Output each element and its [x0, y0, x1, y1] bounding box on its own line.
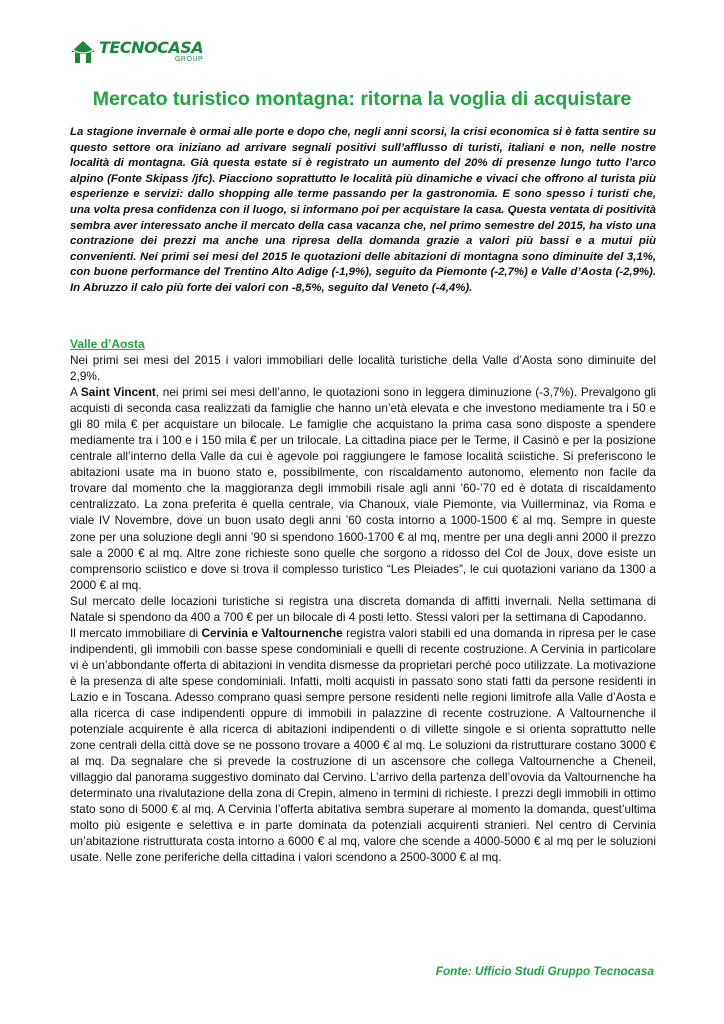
paragraph-4 — [70, 625, 656, 866]
paragraph-2-prefix: A — [70, 385, 81, 400]
logo-name: TECNOCASA — [99, 38, 204, 57]
logo-group: GROUP — [174, 56, 204, 63]
section-body — [70, 352, 656, 866]
page-title: Mercato turistico montagna: ritorna la voglia di acquistare — [92, 88, 632, 110]
section-title: Valle d’Aosta — [70, 337, 145, 351]
logo-wordmark — [99, 40, 203, 64]
paragraph-1: Nei primi sei mesi del 2015 i valori immobiliari delle località turistiche della Valle d’Aosta sono diminuite del 2,9%. — [70, 353, 656, 384]
place-cervinia-valtournenche: Cervinia e Valtournenche — [201, 625, 343, 640]
tecnocasa-logo — [70, 40, 203, 64]
source-footer: Fonte: Ufficio Studi Gruppo Tecnocasa — [435, 964, 654, 978]
paragraph-2 — [70, 384, 656, 593]
lead-paragraph: La stagione invernale è ormai alle porte e dopo che, negli anni scorsi, la crisi economica si è fatta sentire su questo settore ora iniziano ad arrivare segnali positivi sull’afflusso di turisti, italiani e non, nelle nostre località di montagna. Già questa estate si è registrato un aumento del 20% di presenze lungo tutto l’arco alpino (Fonte Skipass /jfc). Piacciono soprattutto le località più dinamiche e vivaci che offrono al turista più esperienze e servizi: dallo shopping alle terme passando per la gastronomia. E sono spesso i turisti che, una volta presa confidenza con il luogo, si informano poi per acquistare la casa. Questa ventata di positività sembra aver interessato anche il mercato della casa vacanza che, nel primo semestre del 2015, ha visto una contrazione dei prezzi ma anche una ripresa della domanda grazie a valori più bassi e a mutui più convenienti. Nei primi sei mesi del 2015 le quotazioni delle abitazioni di montagna sono diminuite del 3,1%, con buone performance del Trentino Alto Adige (-1,9%), seguito da Piemonte (-2,7%) e Valle d’Aosta (-2,9%). In Abruzzo il calo più forte dei valori con -8,5%, seguito dal Veneto (-4,4%). — [70, 126, 656, 294]
paragraph-3: Sul mercato delle locazioni turistiche si registra una discreta domanda di affitti invernali. Nella settimana di Natale si spendono da 400 a 700 € per un bilocale di 4 posti letto. Stessi valori per la settimana di Capodanno. — [70, 593, 656, 624]
house-logo-icon — [70, 40, 96, 64]
paragraph-4-prefix: Il mercato immobiliare di — [70, 625, 202, 640]
paragraph-2-text: , nei primi sei mesi dell’anno, le quotazioni sono in leggera diminuzione (-3,7%). Prevalgono gli acquisti di seconda casa realizzati da famiglie che hanno un’età elevata e che investono mediamente tra i 50 e gli 80 mila € per acquistare un bilocale. Le famiglie che acquistano la prima casa sono disposte a spendere mediamente tra i 100 e i 150 mila € per un trilocale. La cittadina piace per le Terme, il Casinò e per la posizione centrale all’interno della Valle da cui è agevole poi raggiungere le famose località sciistiche. Si preferiscono le abitazioni usate ma in buono stato e, possibilmente, con riscaldamento autonomo, elemento non facile da trovare dal momento che la maggioranza degli immobili risale agli anni ’60-’70 ed è dotata di riscaldamento centralizzato. La zona preferita è quella centrale, via Chanoux, viale Piemonte, via Vuillerminaz, via Roma e viale IV Novembre, dove un buon usato degli anni ’60 costa intorno a 1000-1500 € al mq. Sempre in queste zone per una soluzione degli anni ’90 si spendono 1600-1700 € al mq, mentre per una degli anni 2000 il prezzo sale a 2000 € al mq. Altre zone richieste sono quelle che sorgono a ridosso del Col de Joux, dove esiste un comprensorio sciistico e dove si trova il complesso turistico “Les Pleiades”, le cui quotazioni variano da 1300 a 2000 € al mq. — [70, 385, 656, 592]
place-saint-vincent: Saint Vincent — [80, 385, 156, 400]
paragraph-4-text: registra valori stabili ed una domanda in ripresa per le case indipendenti, gli immobili con basse spese condominiali e quelli di recente costruzione. A Cervinia in particolare vi è un’abbondante offerta di abitazioni in vendita dismesse da proprietari perché poco utilizzate. La motivazione è la presenza di alte spese condominiali. Infatti, molti acquisti in passato sono stati fatti da persone residenti in Lazio e in Toscana. Adesso comprano quasi sempre persone residenti nelle regioni limitrofe alla Valle d’Aosta e alla ricerca di case indipendenti oppure di immobili in palazzine di recente costruzione. A Valtournenche il potenziale acquirente è alla ricerca di abitazioni indipendenti o di villette singole e si orienta soprattutto nelle zone centrali della città dove se ne possono trovare a 4000 € al mq. Le soluzioni da ristrutturare costano 3000 € al mq. Da segnalare che si prevede la costruzione di un ascensore che collega Valtournenche a Cheneil, villaggio dal panorama suggestivo dominato dal Cervino. L’arrivo della partenza dell’ovovia da Valtournenche ha determinato una rivalutazione della zona di Crepin, almeno in termini di richieste. I prezzi degli immobili in ottimo stato sono di 5000 € al mq. A Cervinia l’offerta abitativa sembra superare al momento la domanda, quest’ultima molto più esigente e selettiva e in parte dominata da potenziali acquirenti stranieri. Nel centro di Cervinia un’abitazione ristrutturata costa intorno a 6000 € al mq, valore che scende a 4000-5000 € al mq per le soluzioni usate. Nelle zone periferiche della cittadina i valori scendono a 2500-3000 € al mq. — [70, 625, 656, 865]
